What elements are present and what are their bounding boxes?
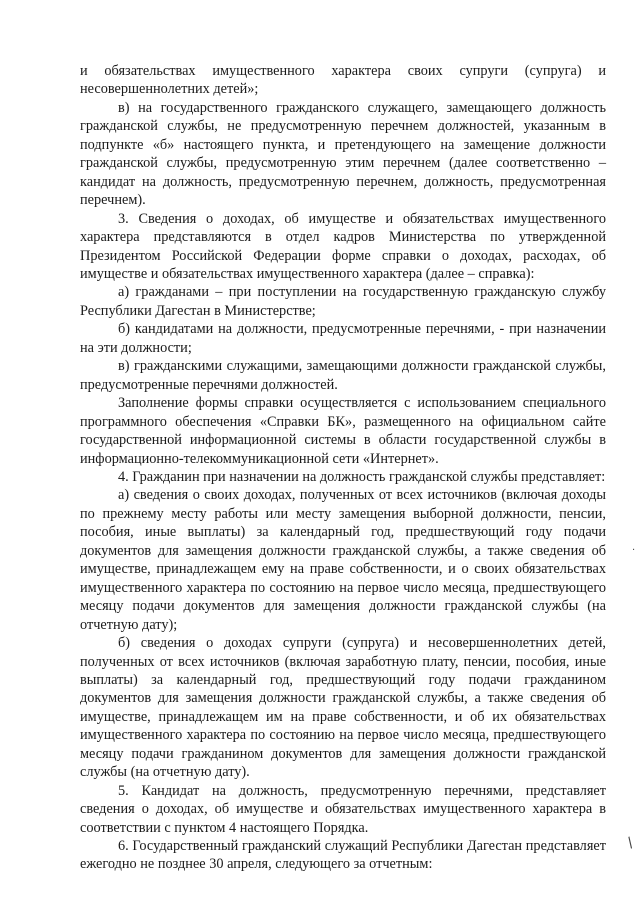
- document-body: [80, 62, 606, 874]
- paragraph-continuation: и обязательствах имущественного характера своих супруги (супруга) и несовершеннолетних детей»;: [80, 63, 606, 98]
- scan-speck: ·: [632, 545, 636, 556]
- paragraph-item-v-2: в) гражданскими служащими, замещающими должности гражданской службы, предусмотренные перечнями должностей.: [80, 358, 606, 393]
- paragraph-clause-6: 6. Государственный гражданский служащий Республики Дагестан представляет ежегодно не позднее 30 апреля, следующего за отчетным:: [80, 838, 606, 873]
- paragraph-clause-4-item-a: а) сведения о своих доходах, полученных от всех источников (включая доходы по прежнему месту работы или месту замещения выборной должности, пенсии, пособия, иные выплаты) за календарный год, предшествующий году подачи документов для замещения должности гражданской службы, а также сведения об имуществе, принадлежащем ему на праве собственности, и о своих обязательствах имущественного характера по состоянию на первое число месяца, предшествующего месяцу подачи документов для замещения должности гражданской службы (на отчетную дату);: [80, 487, 606, 633]
- paragraph-clause-5: 5. Кандидат на должность, предусмотренную перечнями, представляет сведения о доходах, об имуществе и обязательствах имущественного характера в соответствии с пунктом 4 настоящего Порядка.: [80, 782, 606, 836]
- scan-mark: /: [624, 834, 637, 852]
- paragraph-clause-3: 3. Сведения о доходах, об имуществе и обязательствах имущественного характера представляются в отдел кадров Министерства по утвержденной Президентом Российской Федерации форме справки о доходах, расходах, об имуществе и обязательствах имущественного характера (далее – справка):: [80, 210, 606, 282]
- paragraph-clause-4: 4. Гражданин при назначении на должность гражданской службы представляет:: [118, 468, 606, 485]
- paragraph-item-a: а) гражданами – при поступлении на государственную гражданскую службу Республики Дагестан в Министерстве;: [80, 284, 606, 319]
- paragraph-form-filling: Заполнение формы справки осуществляется с использованием специального программного обеспечения «Справки БК», размещенного на официальном сайте государственной информационной системы в области государственной службы в информационно-телекоммуникационной сети «Интернет».: [80, 395, 606, 467]
- paragraph-clause-4-item-b: б) сведения о доходах супруги (супруга) и несовершеннолетних детей, полученных от всех источников (включая заработную плату, пенсии, пособия, иные выплаты) за календарный год, предшествующий году подачи гражданином документов для замещения должности гражданской службы, а также сведения об имуществе, принадлежащем им на праве собственности, и об их обязательствах имущественного характера по состоянию на первое число месяца, предшествующего месяцу подачи гражданином документов для замещения должности гражданской службы (на отчетную дату).: [80, 635, 606, 781]
- paragraph-item-v: в) на государственного гражданского служащего, замещающего должность гражданской службы, не предусмотренную перечнем должностей, указанным в подпункте «б» настоящего пункта, и претендующего на замещение должности гражданской службы, предусмотренную этим перечнем (далее соответственно – кандидат на должность, предусмотренную перечнем, должность, предусмотренная перечнем).: [80, 99, 606, 209]
- paragraph-item-b: б) кандидатами на должности, предусмотренные перечнями, - при назначении на эти должности;: [80, 321, 606, 356]
